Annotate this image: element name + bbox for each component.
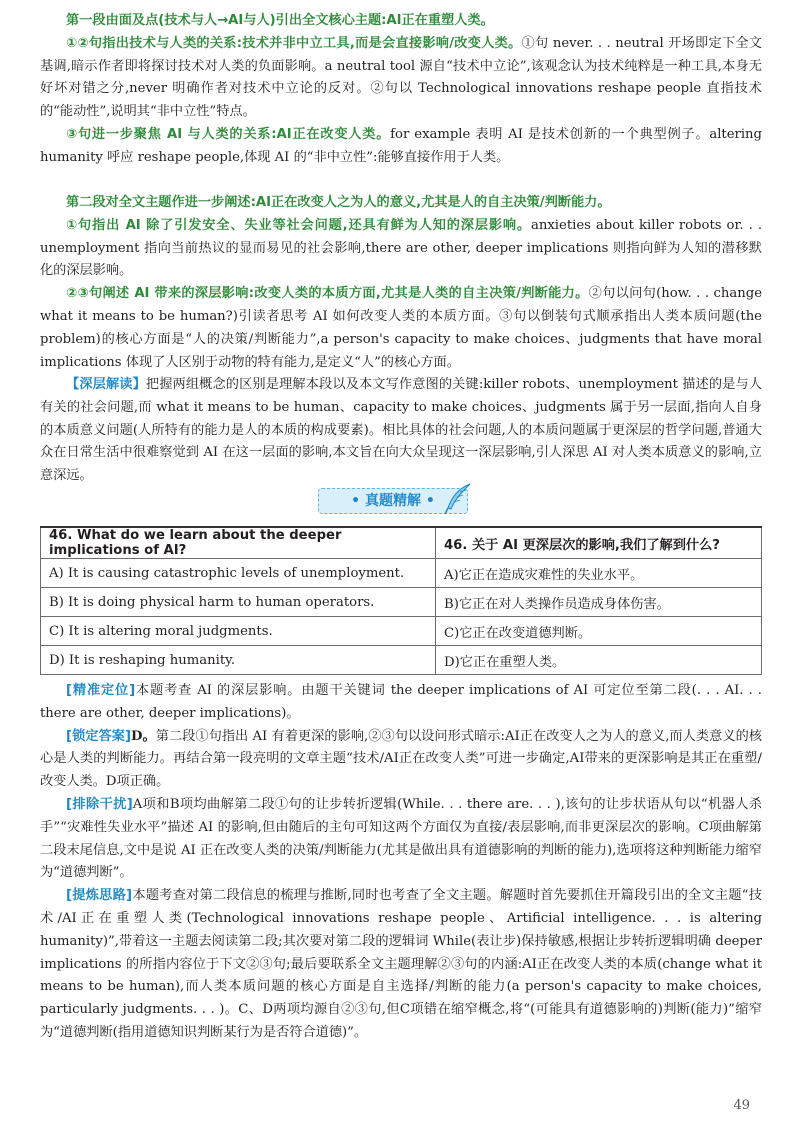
deep-reading-label: 【深层解读】 <box>66 377 146 392</box>
question-table <box>40 526 762 675</box>
section1-para1 <box>40 33 762 124</box>
section1-para1-body: ①句 never. . . neutral 开场即定下全文基调,暗示作者即将探讨技术对人类的负面影响。a neutral tool 源自“技术中立论”,该观念认为技术纯粹是一种工具,本身无好坏对错之分,never 明确作者对技术中立论的反对。②句以 Technological innovations reshape people 直指技术的“能动性”,说明其“非中立性”特点。 <box>40 35 762 120</box>
section2-para1 <box>40 215 762 283</box>
option-en-d: D) It is reshaping humanity. <box>41 646 436 675</box>
option-zh-b: B)它正在对人类操作员造成身体伤害。 <box>436 588 762 617</box>
banner-label: • 真题精解 • <box>318 488 468 514</box>
section1 <box>40 10 762 170</box>
answer-body: 第二段①句指出 AI 有着更深的影响,②③句以设问形式暗示:AI正在改变人之为人的意义,而人类意义的核心是人类的判断能力。再结合第一段亮明的文章主题“技术/AI正在改变人类”可进一步确定,AI带来的更深影响是其正在重塑/改变人类。D项正确。 <box>40 728 762 790</box>
answer-para <box>40 726 762 794</box>
quill-icon <box>442 482 474 516</box>
refine-label: [提炼思路] <box>66 888 133 904</box>
locate-body: 本题考查 AI 的深层影响。由题干关键词 the deeper implications of AI 可定位至第二段(. . . AI. . . there are other, deeper implications)。 <box>40 683 762 721</box>
option-zh-d: D)它正在重塑人类。 <box>436 646 762 675</box>
option-zh-c: C)它正在改变道德判断。 <box>436 617 762 646</box>
page-number: 49 <box>733 1098 750 1113</box>
section1-para1-lead: ①②句指出技术与人类的关系:技术并非中立工具,而是会直接影响/改变人类。 <box>66 35 522 51</box>
section1-para2-body: for example 表明 AI 是技术创新的一个典型例子。altering humanity 呼应 reshape people,体现 AI 的“非中立性”:能够直接作用于人类。 <box>40 126 762 165</box>
question-header-row <box>41 527 762 559</box>
section2-heading: 第二段对全文主题作进一步阐述:AI正在改变人之为人的意义,尤其是人的自主决策/判断能力。 <box>66 195 611 210</box>
answer-label: [锁定答案] <box>66 728 131 744</box>
section2 <box>40 192 762 374</box>
section2-para2-lead: ②③句阐述 AI 带来的深层影响:改变人类的本质方面,尤其是人类的自主决策/判断能力。 <box>66 286 589 302</box>
locate-label: [精准定位] <box>66 683 136 698</box>
section1-para2-lead: ③句进一步聚焦 AI 与人类的关系:AI正在改变人类。 <box>66 126 391 142</box>
exclude-body: A项和B项均曲解第二段①句的让步转折逻辑(While. . . there are. . . ),该句的让步状语从句以“机器人杀手”“灾难性失业水平”描述 AI 的影响,但由随后的主句可知这两个方面仅为直接/表层影响,而非更深层次的影响。C项曲解第二段末尾信息,文中是说 AI 正在改变人类的决策/判断能力(尤其是做出具有道德影响的判断的能力),选项将这种判断能力缩窄为“道德判断”。 <box>40 796 762 881</box>
option-zh-a: A)它正在造成灾难性的失业水平。 <box>436 559 762 588</box>
refine-para <box>40 885 762 1045</box>
option-row <box>41 588 762 617</box>
exclude-para <box>40 794 762 885</box>
deep-reading-body: 把握两组概念的区别是理解本段以及本文写作意图的关键:killer robots、unemployment 描述的是与人有关的社会问题,而 what it means to be human、capacity to make choices、judgments 属于另一层面,指向人自身的本质意义问题(人所特有的能力是人的本质的构成要素)。相比具体的社会问题,人的本质问题属于更深层的哲学问题,普通大众在日常生活中很难察觉到 AI 在这一层面的影响,本文旨在向大众呈现这一深层影响,引人深思 AI 对人类本质意义的影响,立意深远。 <box>40 377 763 484</box>
section-banner <box>0 482 800 518</box>
section1-heading: 第一段由面及点(技术与人→AI与人)引出全文核心主题:AI正在重塑人类。 <box>66 13 494 28</box>
answer-letter: D。 <box>131 728 156 744</box>
question-zh-title: 46. 关于 AI 更深层次的影响,我们了解到什么? <box>436 527 762 559</box>
option-row <box>41 646 762 675</box>
section2-para2-body: ②句以问句(how. . . change what it means to be human?)引读者思考 AI 如何改变人类的本质方面。③句以倒装句式顺承指出人类本质问题(the problem)的核心方面是“人的决策/判断能力”,a person's capacity to make choices、judgments that have moral implications 体现了人区别于动物的特有能力,是定义“人”的核心方面。 <box>40 286 762 370</box>
locate-para <box>40 680 762 726</box>
option-row <box>41 559 762 588</box>
deep-reading <box>40 374 762 488</box>
exclude-label: [排除干扰] <box>66 796 133 812</box>
option-en-a: A) It is causing catastrophic levels of unemployment. <box>41 559 436 588</box>
section2-para1-lead: ①句指出 AI 除了引发安全、失业等社会问题,还具有鲜为人知的深层影响。 <box>66 217 531 233</box>
option-row <box>41 617 762 646</box>
refine-body: 本题考查对第二段信息的梳理与推断,同时也考查了全文主题。解题时首先要抓住开篇段引出的全文主题“技术/AI正在重塑人类(Technological innovations reshape people、Artificial intelligence. . . is altering humanity)”,带着这一主题去阅读第二段;其次要对第二段的逻辑词 While(表让步)保持敏感,根据让步转折逻辑明确 deeper implications 的所指内容位于下文②③句;最后要联系全文主题理解②③句的内涵:AI正在改变人类的本质(change what it means to be human),而人类本质问题的核心方面是自主选择/判断的能力(a person's capacity to make choices, particularly judgments. . . )。C、D两项均源自②③句,但C项错在缩窄概念,将“(可能具有道德影响的)判断(能力)”缩窄为“道德判断(指用道德知识判断某行为是否符合道德)”。 <box>40 888 762 1040</box>
section2-para1-body: anxieties about killer robots or. . . unemployment 指向当前热议的显而易见的社会影响,there are other, deeper implications 则指向鲜为人知的潜移默化的深层影响。 <box>40 217 763 279</box>
option-en-c: C) It is altering moral judgments. <box>41 617 436 646</box>
option-en-b: B) It is doing physical harm to human operators. <box>41 588 436 617</box>
question-en-title: 46. What do we learn about the deeper implications of AI? <box>41 527 436 559</box>
analysis <box>40 680 762 1045</box>
section1-para2 <box>40 124 762 170</box>
section2-para2 <box>40 283 762 374</box>
